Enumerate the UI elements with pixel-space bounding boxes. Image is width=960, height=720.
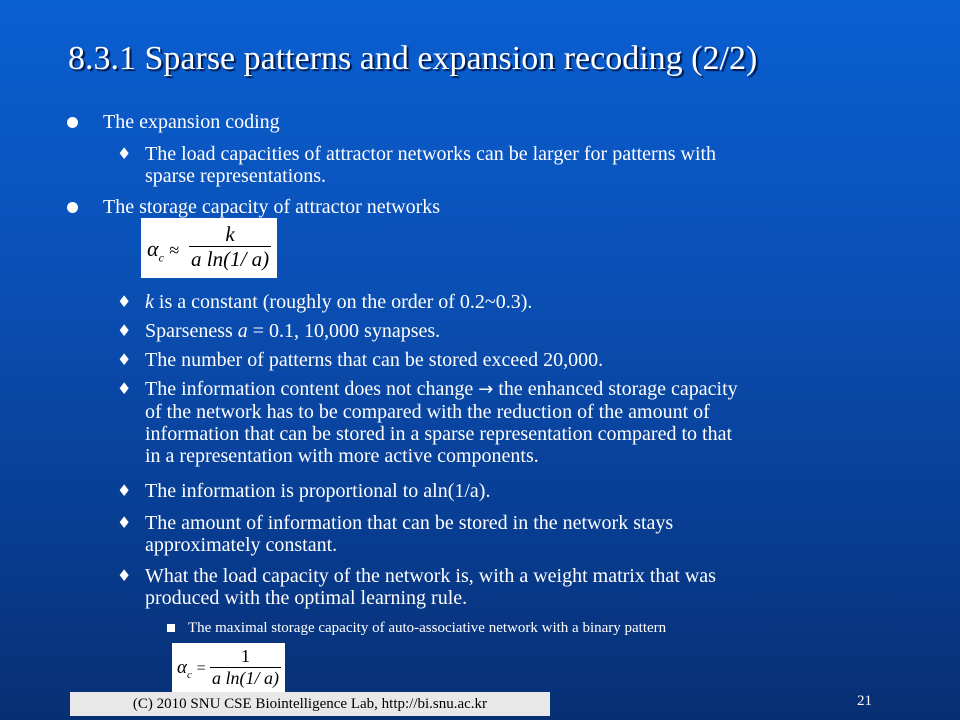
sub-bullet-load-capacity (117, 565, 716, 609)
sub-bullet-text: The load capacities of attractor networks can be larger for patterns with (145, 143, 717, 165)
subsub-bullet-text: The maximal storage capacity of auto-associative network with a binary pattern (188, 620, 667, 636)
sub-bullet-load-capacities (117, 143, 717, 187)
slide-title: 8.3.1 Sparse patterns and expansion recoding (2/2) (68, 40, 758, 77)
diamond-bullet-icon: ♦ (117, 350, 132, 369)
sub-bullet-k-constant (117, 291, 533, 313)
sub-bullet-text: The number of patterns that can be stored exceed 20,000. (145, 349, 604, 371)
diamond-bullet-icon: ♦ (117, 321, 132, 340)
square-bullet-icon (167, 624, 175, 632)
bullet-dot-icon (67, 117, 78, 128)
formula-relation: ≈ (169, 240, 180, 260)
sub-bullet-text-post: the enhanced storage capacity (493, 378, 738, 400)
formula-fraction (210, 646, 281, 689)
formula-lhs-sub: c (186, 668, 192, 681)
sub-bullet-text-cont: approximately constant. (145, 534, 338, 556)
formula-fraction (189, 222, 271, 271)
right-arrow-icon: → (478, 379, 494, 400)
sub-bullet-sparseness (117, 320, 441, 342)
bullet-text: The expansion coding (103, 111, 280, 133)
sub-bullet-text-cont: sparse representations. (145, 165, 327, 187)
sub-bullet-text: The amount of information that can be stored in the network stays (145, 512, 674, 534)
bullet-text: The storage capacity of attractor networks (103, 196, 441, 218)
sub-bullet-text: What the load capacity of the network is, with a weight matrix that was (145, 565, 716, 587)
formula-denominator: a ln(1/ a) (191, 247, 270, 271)
diamond-bullet-icon: ♦ (117, 144, 132, 163)
formula-maximal-capacity (172, 643, 285, 693)
formula-relation: = (196, 660, 206, 677)
page-number: 21 (857, 693, 872, 709)
diamond-bullet-icon: ♦ (117, 292, 132, 311)
formula-lhs-sub: c (158, 250, 164, 265)
sub-bullet-proportional (117, 480, 491, 502)
bullet-storage-capacity (103, 196, 440, 218)
bullet-dot-icon (67, 202, 78, 213)
formula-storage-capacity (141, 218, 277, 278)
sub-bullet-text: is a constant (roughly on the order of 0.2~0.3). (153, 291, 533, 313)
var-a: a (237, 320, 248, 342)
formula-numerator: k (189, 222, 271, 247)
diamond-bullet-icon: ♦ (117, 513, 132, 532)
diamond-bullet-icon: ♦ (117, 481, 132, 500)
sub-bullet-text-post: = 0.1, 10,000 synapses. (247, 320, 441, 342)
sub-bullet-amount-information (117, 512, 674, 556)
sub-bullet-text: The information is proportional to aln(1/a). (145, 480, 491, 502)
sub-bullet-text-cont: of the network has to be compared with the reduction of the amount of (145, 401, 710, 423)
formula-lhs: α (177, 657, 187, 678)
sub-bullet-text-cont: produced with the optimal learning rule. (145, 587, 468, 609)
bullet-expansion-coding (103, 111, 280, 133)
formula-numerator: 1 (210, 646, 281, 668)
sub-bullet-text-cont: information that can be stored in a sparse representation compared to that (145, 423, 733, 445)
formula-denominator: a ln(1/ a) (212, 668, 279, 688)
footer-copyright: (C) 2010 SNU CSE Biointelligence Lab, http://bi.snu.ac.kr (70, 692, 550, 716)
formula-lhs: α (147, 236, 159, 261)
subsub-bullet-maximal-capacity (188, 619, 666, 637)
sub-bullet-text-cont: in a representation with more active components. (145, 445, 539, 467)
sub-bullet-number-patterns (117, 349, 604, 371)
sub-bullet-information-content (117, 378, 738, 467)
diamond-bullet-icon: ♦ (117, 566, 132, 585)
sub-bullet-text: Sparseness (145, 320, 238, 342)
var-k: k (145, 291, 154, 313)
diamond-bullet-icon: ♦ (117, 379, 132, 398)
sub-bullet-text: The information content does not change (145, 378, 479, 400)
